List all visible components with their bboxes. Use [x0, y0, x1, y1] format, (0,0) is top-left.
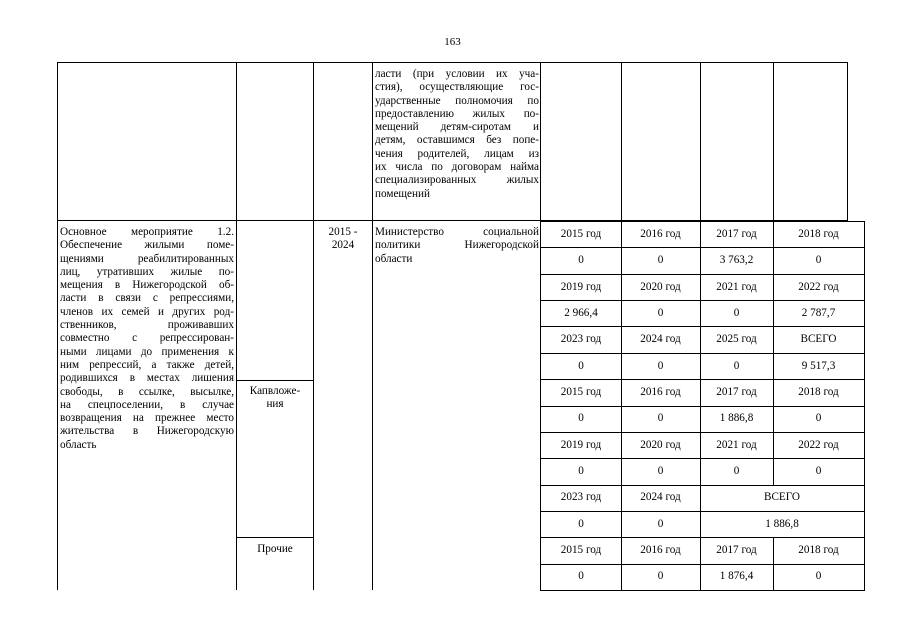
responsible-continued-text — [375, 68, 539, 201]
total-header: ВСЕГО — [800, 333, 837, 345]
text-line: область — [60, 438, 97, 451]
text-line: Основное мероприятие 1.2. — [60, 226, 234, 238]
text-line: ственников, проживавших — [60, 319, 234, 332]
text-line: Капвложе- — [249, 385, 301, 397]
text-line: ласти в связи с репрессиями, — [60, 292, 234, 305]
year-header: 2015 год — [560, 228, 602, 240]
funding-value: 1 876,4 — [719, 570, 754, 582]
text-line: мещений детям-сиротам и — [375, 121, 539, 134]
funding-value: 0 — [815, 412, 822, 424]
period-start: 2015 - — [328, 226, 358, 238]
year-header: 2024 год — [640, 333, 681, 345]
year-header: 2021 год — [716, 281, 757, 293]
text-line: ными лицами до применения к — [60, 345, 234, 358]
executor — [375, 226, 539, 266]
text-line: ния — [266, 398, 284, 411]
funding-value: 3 763,2 — [719, 254, 754, 266]
year-header: 2020 год — [640, 439, 681, 451]
text-line: предоставлению жилых по- — [375, 107, 539, 120]
category-capital-investments — [237, 385, 313, 412]
funding-value: 2 787,7 — [801, 307, 836, 319]
funding-value: 0 — [733, 465, 740, 477]
implementation-period — [314, 226, 372, 253]
year-header: 2023 год — [560, 491, 602, 503]
text-line: свободы, в ссылке, высылке, — [60, 385, 234, 398]
year-header: 2016 год — [640, 386, 681, 398]
year-header: 2017 год — [716, 544, 757, 556]
text-line: лиц, утративших жилые по- — [60, 265, 234, 278]
text-line: их числа по договорам найма — [375, 161, 539, 174]
category-other — [237, 543, 313, 556]
year-header: 2023 год — [560, 333, 602, 345]
text-line: специализированных жилых — [375, 174, 539, 187]
funding-value: 0 — [657, 307, 664, 319]
text-line: родившихся в местах лишения — [60, 372, 234, 385]
funding-value: 0 — [657, 518, 664, 530]
text-line: Обеспечение жилыми поме- — [60, 239, 234, 252]
text-line: чения родителей, лицам из — [375, 147, 539, 160]
year-header: 2016 год — [640, 228, 681, 240]
funding-value: 0 — [657, 570, 664, 582]
text-line: щениями реабилитированных — [60, 252, 234, 265]
total-value: 9 517,3 — [801, 360, 836, 372]
funding-value: 1 886,8 — [719, 412, 754, 424]
year-header: 2018 год — [798, 386, 839, 398]
funding-value: 2 966,4 — [564, 307, 598, 319]
text-line: Прочие — [257, 543, 293, 555]
funding-value: 0 — [657, 412, 664, 424]
funding-value: 0 — [815, 254, 822, 266]
page-number: 163 — [444, 36, 461, 48]
funding-value: 0 — [578, 518, 584, 530]
funding-value: 0 — [578, 412, 584, 424]
text-line: помещений — [375, 187, 430, 200]
activity-description — [60, 226, 234, 452]
year-header: 2016 год — [640, 544, 681, 556]
funding-value: 0 — [578, 465, 584, 477]
year-header: 2025 год — [716, 333, 757, 345]
year-header: 2019 год — [560, 281, 602, 293]
funding-value: 0 — [733, 307, 740, 319]
total-value: 1 886,8 — [765, 518, 799, 530]
funding-value: 0 — [657, 465, 664, 477]
text-line: ударственные полномочия по — [375, 94, 539, 107]
year-header: 2017 год — [716, 228, 757, 240]
text-line: ласти (при условии их уча- — [375, 68, 539, 80]
funding-value: 0 — [815, 465, 822, 477]
funding-value: 0 — [657, 360, 664, 372]
year-header: 2015 год — [560, 386, 602, 398]
text-line: Министерство социальной — [375, 226, 539, 238]
text-line: совместно с репрессирован- — [60, 332, 234, 345]
year-header: 2022 год — [798, 281, 839, 293]
year-header: 2021 год — [716, 439, 757, 451]
year-header: 2022 год — [798, 439, 839, 451]
year-header: 2020 год — [640, 281, 681, 293]
text-line: членов их семей и других род- — [60, 305, 234, 318]
text-line: на спецпоселении, в случае — [60, 398, 234, 411]
funding-value: 0 — [578, 360, 584, 372]
year-header: 2018 год — [798, 544, 839, 556]
funding-value: 0 — [578, 570, 584, 582]
text-line: политики Нижегородской — [375, 239, 539, 252]
text-line: возвращения на прежнее место — [60, 412, 234, 425]
text-line: области — [375, 252, 413, 265]
funding-value: 0 — [578, 254, 584, 266]
funding-value: 0 — [733, 360, 740, 372]
year-header: 2019 год — [560, 439, 602, 451]
text-line: жительства в Нижегородскую — [60, 425, 234, 438]
year-header: 2018 год — [798, 228, 839, 240]
funding-value: 0 — [657, 254, 664, 266]
year-header: 2024 год — [640, 491, 681, 503]
text-line: ним репрессий, а также детей, — [60, 358, 234, 371]
period-end: 2024 — [331, 239, 355, 252]
total-header: ВСЕГО — [763, 491, 801, 503]
text-line: детям, оставшимся без попе- — [375, 134, 539, 147]
text-line: мещения в Нижегородской об- — [60, 279, 234, 292]
year-header: 2017 год — [716, 386, 757, 398]
text-line: стия), осуществляющие гос- — [375, 81, 539, 94]
year-header: 2015 год — [560, 544, 602, 556]
funding-value: 0 — [815, 570, 822, 582]
